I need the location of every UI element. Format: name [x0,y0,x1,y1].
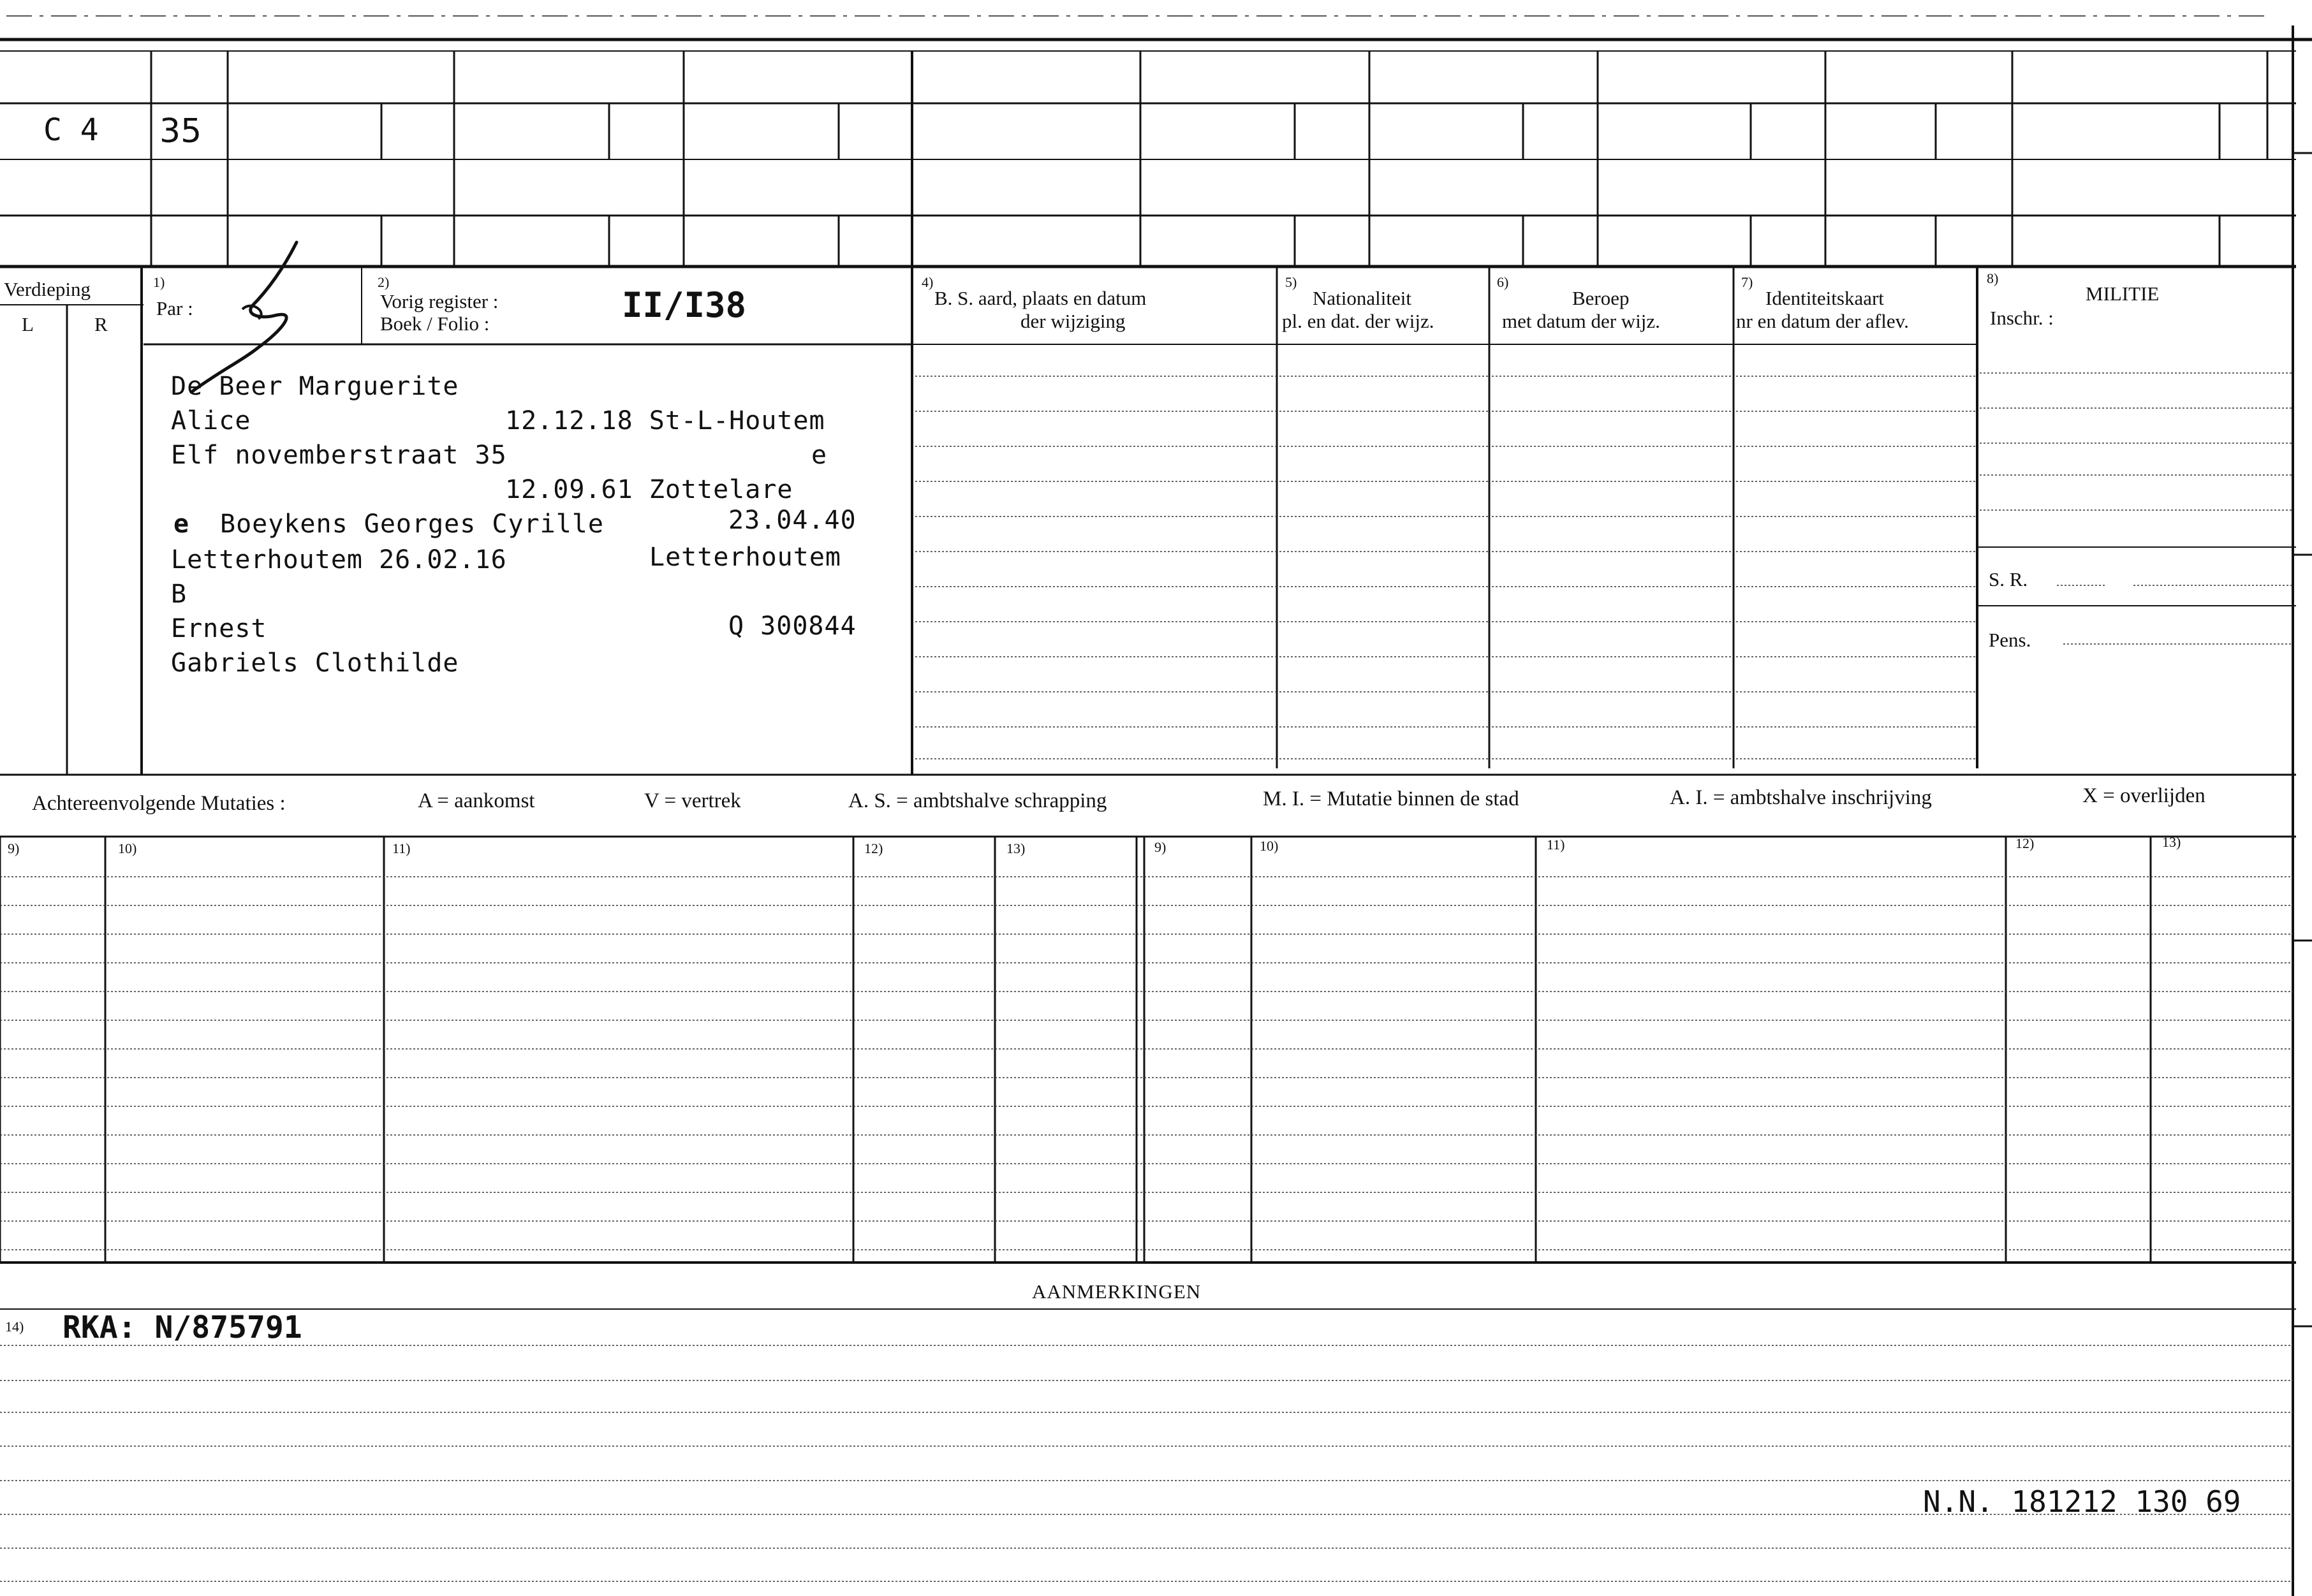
mut-col-11b: 11) [1547,837,1565,853]
note-5: 5) [1285,274,1297,290]
col-l-label: L [22,313,34,335]
person-line-address-mark: e [811,441,828,470]
legend-ambtshalve-schrapping: A. S. = ambtshalve schrapping [848,789,1107,812]
mut-col-13b: 13) [2162,834,2181,850]
par-label: Par : [156,297,193,319]
note-6: 6) [1497,274,1509,290]
mut-col-11: 11) [392,840,411,856]
mut-col-12: 12) [864,840,883,856]
mut-col-9: 9) [8,840,20,856]
beroep-header-line1: Beroep [1572,287,1630,309]
mut-col-12b: 12) [2015,835,2035,851]
militie-header: MILITIE [2086,282,2160,305]
col-r-label: R [94,313,108,335]
rka-number: RKA: N/875791 [63,1310,302,1345]
identiteitskaart-header-line2: nr en datum der aflev. [1736,310,1909,332]
person-line-spouse: Boeykens Georges Cyrille [220,509,604,539]
boek-folio-label: Boek / Folio : [380,312,490,335]
person-line-spouse-residence: Letterhoutem [649,543,841,572]
bs-header-line2: der wijziging [1020,310,1126,332]
identiteitskaart-header-line1: Identiteitskaart [1765,287,1884,309]
person-line-father: Ernest [171,614,267,643]
legend-ambtshalve-inschrijving: A. I. = ambtshalve inschrijving [1670,786,1932,809]
note-14: 14) [5,1319,24,1335]
mut-col-10: 10) [118,840,137,856]
note-8: 8) [1987,270,1999,286]
vorig-register-label: Vorig register : [380,290,499,312]
person-line-spouse-birth: 23.04.40 [728,506,857,535]
legend-vertrek: V = vertrek [644,789,741,812]
person-line-firstname: Alice [171,406,251,436]
person-line-address-date: 12.09.61 Zottelare [505,475,793,504]
inschr-label: Inschr. : [1990,307,2054,329]
card-number: 35 [159,112,202,150]
legend-overlijden: X = overlijden [2082,784,2205,807]
sr-label: S. R. [1989,568,2028,590]
mut-col-10b: 10) [1260,838,1279,854]
note-7: 7) [1741,274,1753,290]
pens-label: Pens. [1989,629,2031,651]
national-number: N.N. 181212 130 69 [1923,1484,2241,1519]
person-line-nationality: B [171,580,188,609]
person-line-address: Elf novemberstraat 35 [171,441,507,470]
nationaliteit-header-line2: pl. en dat. der wijz. [1282,310,1434,332]
note-1: 1) [153,274,165,290]
legend-mutatie-binnen-stad: M. I. = Mutatie binnen de stad [1263,787,1519,810]
aanmerkingen-title: AANMERKINGEN [1032,1280,1202,1303]
legend-aankomst: A = aankomst [418,789,535,812]
nationaliteit-header-line1: Nationaliteit [1313,287,1411,309]
beroep-header-line2: met datum der wijz. [1502,310,1660,332]
bs-header-line1: B. S. aard, plaats en datum [934,287,1147,309]
person-line-idcard: Q 300844 [728,611,857,641]
verdieping-label: Verdieping [4,278,91,300]
person-line-name: De Beer Marguerite [171,372,459,401]
person-line-spouse-place: Letterhoutem 26.02.16 [171,545,507,575]
note-2: 2) [378,274,390,290]
person-line-spouse-mark: e [173,509,190,539]
person-line-mother: Gabriels Clothilde [171,648,459,678]
card-code: C 4 [43,112,99,148]
vorig-register-value: II/I38 [622,285,747,325]
mut-col-9b: 9) [1154,839,1167,855]
mutaties-title: Achtereenvolgende Mutaties : [32,792,286,815]
mut-col-13: 13) [1006,840,1026,856]
note-4: 4) [922,274,934,290]
person-line-birth: 12.12.18 St-L-Houtem [505,406,825,436]
